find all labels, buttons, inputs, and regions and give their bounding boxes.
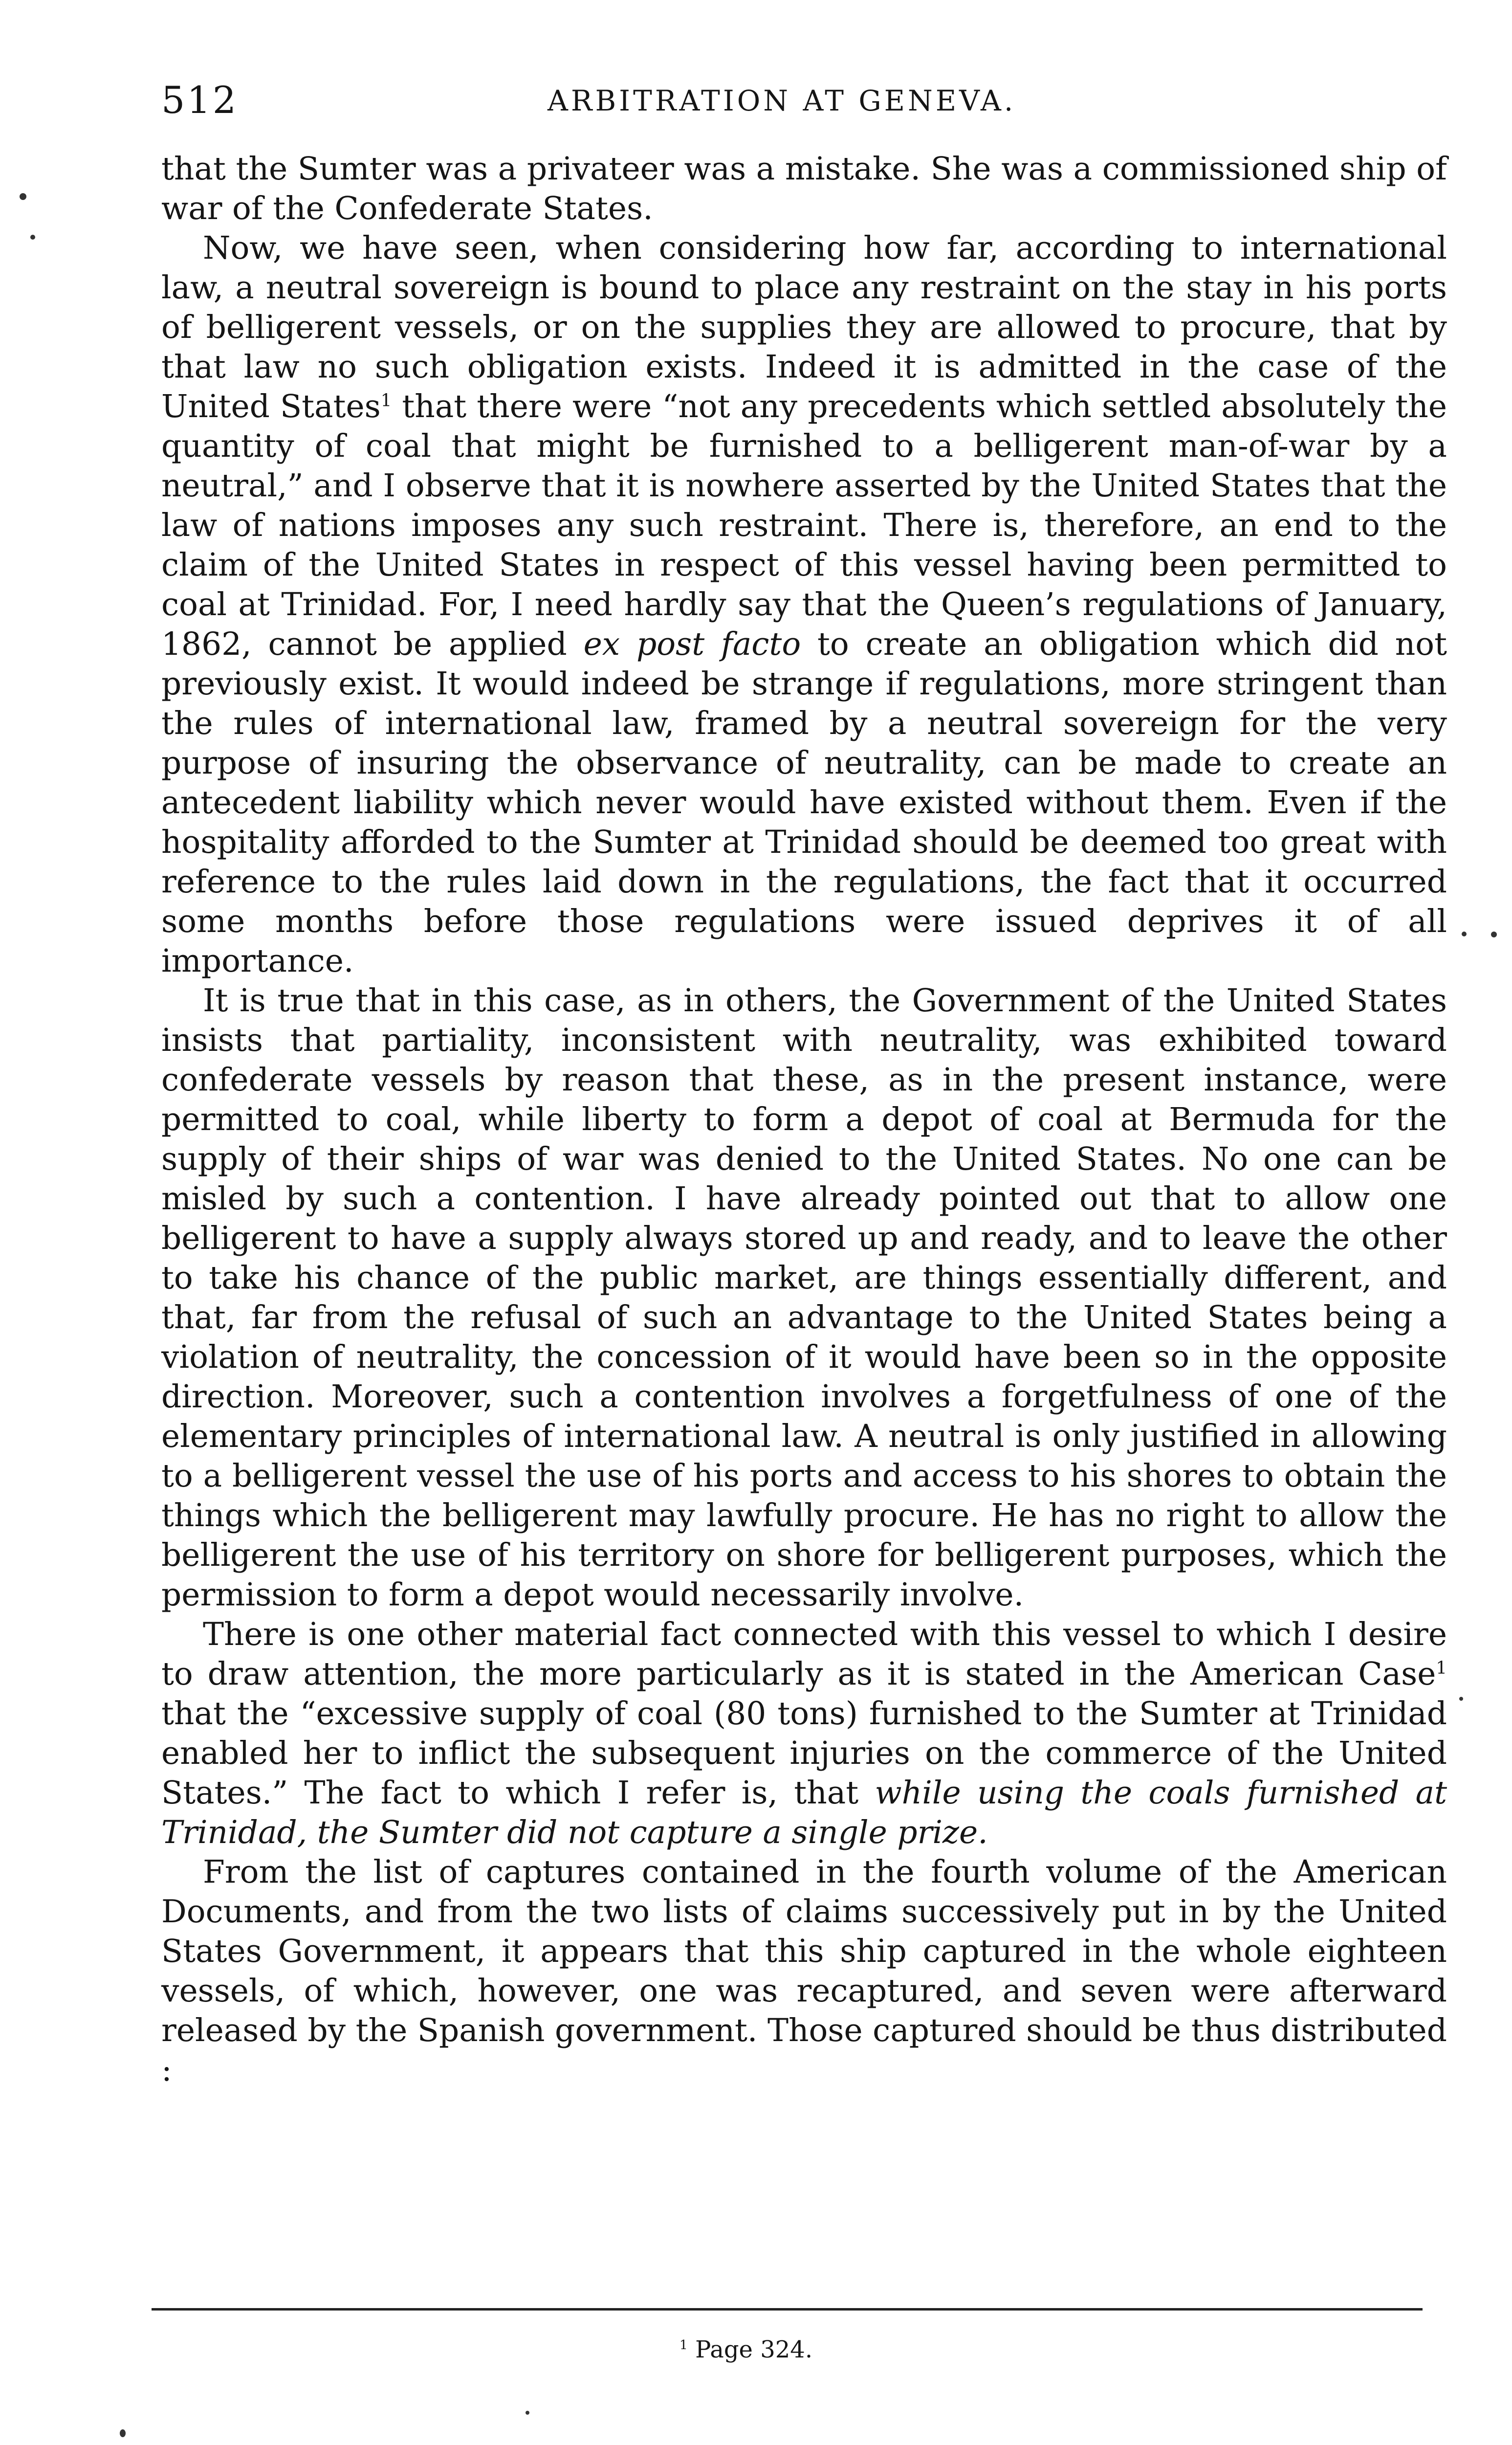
body-text (161, 149, 1447, 2090)
paragraph-1-text: that the Sumter was a privateer was a mistake. She was a commissioned ship of war of the Confederate States. (161, 151, 1447, 227)
scan-speck (1459, 1697, 1463, 1701)
paragraph-2 (161, 228, 1447, 981)
page-header (161, 73, 1427, 127)
page-number: 512 (161, 78, 239, 122)
paragraph-5 (161, 1852, 1447, 2090)
paragraph-4-italic: while using the coals furnished at Trinidad, the Sumter did not capture a single prize. (161, 1775, 1447, 1851)
scan-speck (526, 2411, 529, 2415)
paragraph-1 (161, 149, 1447, 228)
paragraph-2-text-b: that there were “not any precedents which settled absolutely the quantity of coal that might be furnished to a belligerent man-of-war by a neutral,” and I observe that it is nowhere asserted by the United States that the law of nations imposes any such restraint. There is, therefore, an end to the claim of the United States in respect of this vessel having been permitted to coal at Trinidad. For, I need hardly say that the Queen’s regulations of January, 1862, cannot be applied (161, 388, 1447, 663)
footnote-reference: 1 (1436, 1658, 1447, 1678)
footnote-divider (152, 2308, 1423, 2311)
scan-speck (20, 193, 26, 200)
scan-speck (30, 235, 35, 240)
paragraph-5-text: From the list of captures contained in the fourth volume of the American Documents, and from the two lists of claims successively put in by the United States Government, it appears that this ship captured in the whole eighteen vessels, of which, however, one was recaptured, and seven were afterward released by the Spanish government. Those captured should be thus distributed : (161, 1854, 1447, 2089)
paragraph-4-text-b: that the “excessive supply of coal (80 tons) furnished to the Sumter at Trinidad enabled her to inflict the subsequent injuries on the commerce of the United States.” The fact to which I refer is, that (161, 1695, 1447, 1811)
footnote (679, 2333, 812, 2367)
paragraph-2-italic: ex post facto (583, 626, 801, 663)
footnote-marker: 1 (679, 2337, 688, 2353)
paragraph-4 (161, 1615, 1447, 1852)
paragraph-3 (161, 981, 1447, 1615)
scan-speck (1462, 932, 1467, 936)
paragraph-2-text-a: Now, we have seen, when considering how far, according to international law, a neutral sovereign is bound to place any restraint on the stay in his ports of belligerent vessels, or on the supplies they are allowed to procure, that by that law no such obligation exists. Indeed it is admitted in the case of the United States (161, 230, 1447, 425)
footnote-text: Page 324. (695, 2336, 813, 2363)
scan-speck (120, 2429, 126, 2437)
scan-speck (1491, 932, 1497, 937)
paragraph-3-text: It is true that in this case, as in others, the Government of the United States insists that partiality, inconsistent with neutrality, was exhibited toward confederate vessels by reason that these, as in the present instance, were permitted to coal, while liberty to form a depot of coal at Bermuda for the supply of their ships of war was denied to the United States. No one can be misled by such a contention. I have already pointed out that to allow one belligerent to have a supply always stored up and ready, and to leave the other to take his chance of the public market, are things essentially different, and that, far from the refusal of such an advantage to the United States being a violation of neutrality, the concession of it would have been so in the opposite direction. Moreover, such a contention involves a forgetfulness of one of the elementary principles of international law. A neutral is only justified in allowing to a belligerent vessel the use of his ports and access to his shores to obtain the things which the belligerent may lawfully procure. He has no right to allow the belligerent the use of his territory on shore for belligerent purposes, which the permission to form a depot would necessarily involve. (161, 982, 1447, 1613)
footnote-reference: 1 (380, 390, 392, 411)
paragraph-2-text-c: to create an obligation which did not previously exist. It would indeed be strange if regulations, more stringent than the rules of international law, framed by a neutral sovereign for the very purpose of insuring the observance of neutrality, can be made to create an antecedent liability which never would have existed without them. Even if the hospitality afforded to the Sumter at Trinidad should be deemed too great with reference to the rules laid down in the regulations, the fact that it occurred some months before those regulations were issued deprives it of all importance. (161, 626, 1447, 979)
running-head: ARBITRATION AT GENEVA. (548, 84, 1016, 117)
paragraph-4-text-a: There is one other material fact connected with this vessel to which I desire to draw attention, the more particularly as it is stated in the American Case (161, 1616, 1447, 1692)
